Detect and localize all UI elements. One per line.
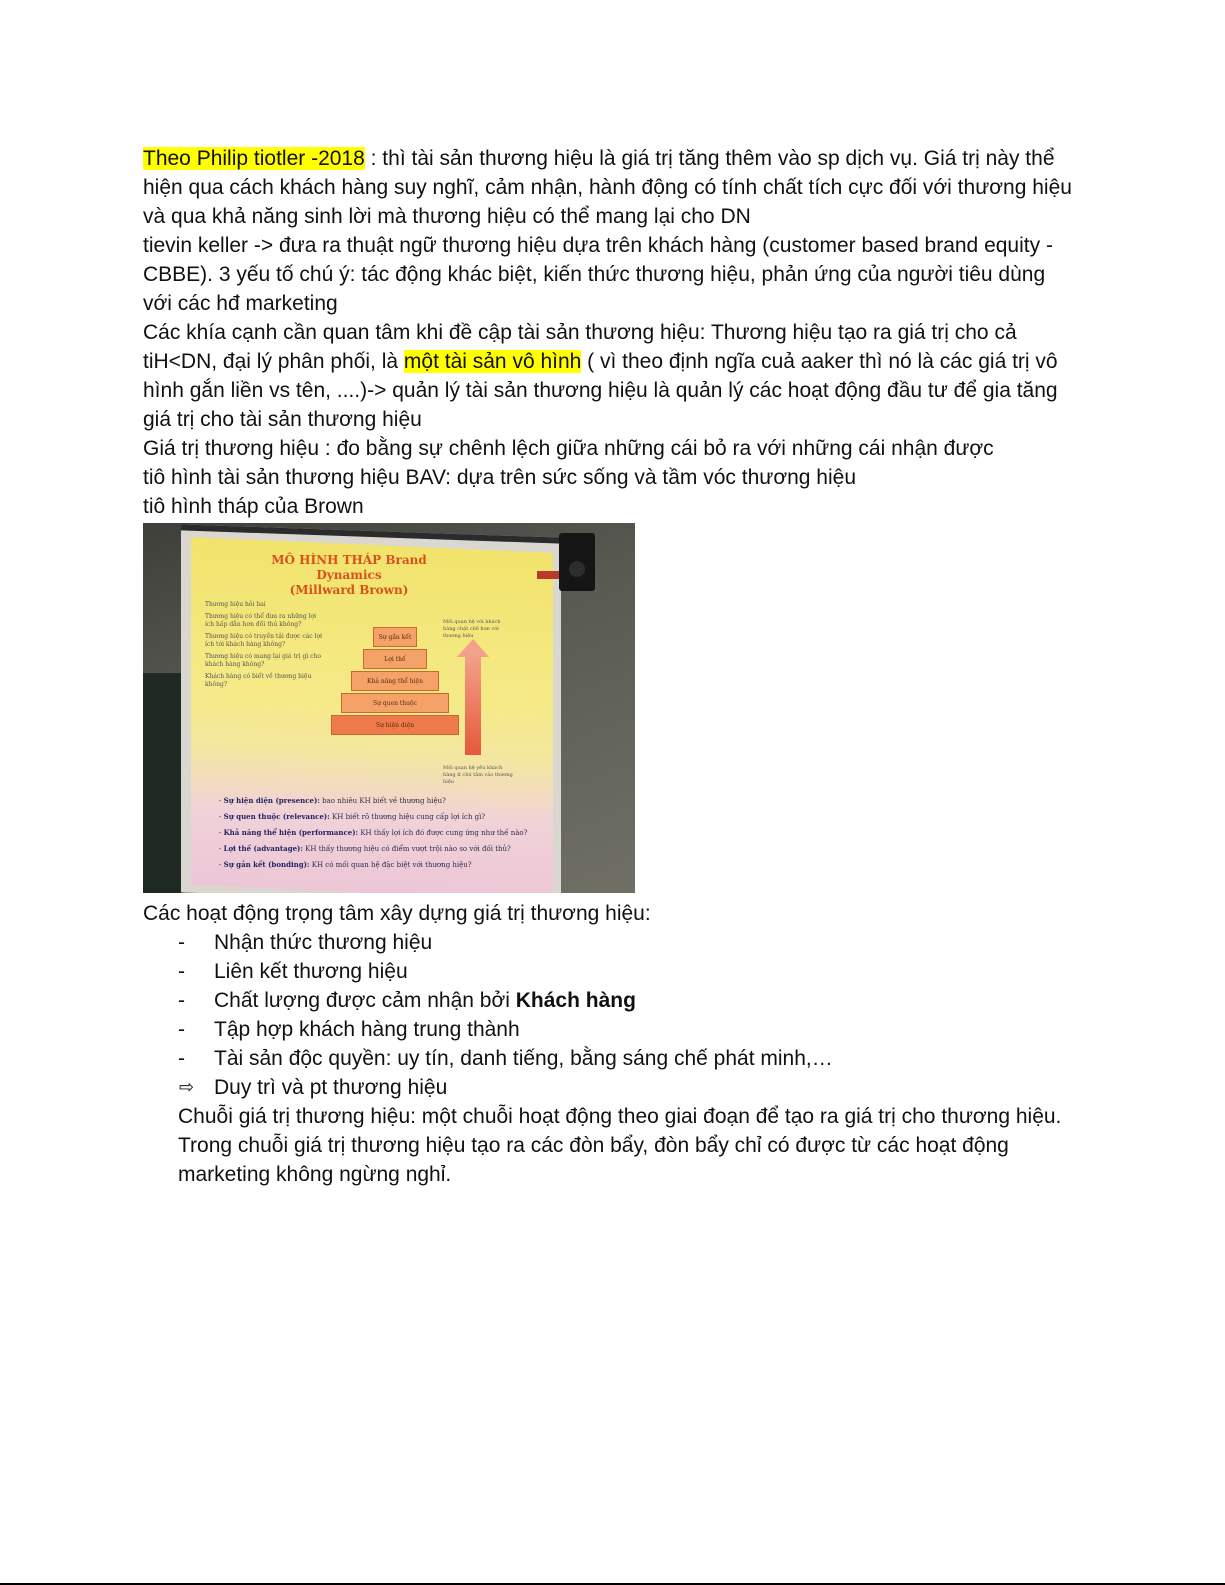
speaker-icon bbox=[559, 533, 595, 591]
list-heading: Các hoạt động trọng tâm xây dựng giá trị thương hiệu: bbox=[143, 902, 651, 925]
slide-title-line: MÔ HÌNH THÁP Brand Dynamics bbox=[271, 553, 427, 582]
paragraph-brand-value: Giá trị thương hiệu : đo bằng sự chênh lệch giữa những cái bỏ ra với những cái nhận được bbox=[143, 437, 994, 460]
paragraph-kotler bbox=[143, 144, 1073, 231]
pyramid-level: Sự quen thuộc bbox=[341, 693, 449, 713]
list-item bbox=[143, 986, 1073, 1015]
list-item bbox=[143, 1044, 1073, 1073]
paragraph-keller: tievin keller -> đưa ra thuật ngữ thương hiệu dựa trên khách hàng (customer based brand equity -CBBE). 3 yếu tố chú ý: tác động khác biệt, kiến thức thương hiệu, phản ứng của người tiêu dùng với các hđ marketing bbox=[143, 234, 1053, 315]
paragraph-text: ( vì theo định ngĩa cuả aaker thì nó là các giá trị vô hình gắn liền vs tên, ....)-> quản lý tài sản thương hiệu là quản lý các hoạt động đầu tư để gia tăng giá trị cho tài sản thương hiệu bbox=[143, 350, 1058, 431]
activity-list bbox=[143, 928, 1073, 1073]
highlighted-text: Theo Philip tiotler -2018 bbox=[143, 147, 365, 170]
slide-bullet-term: Lợi thế (advantage): bbox=[223, 844, 303, 853]
slide-bullet-term: Khả năng thể hiện (performance): bbox=[223, 828, 359, 837]
arrow-right-icon: ⇨ bbox=[179, 1077, 195, 1097]
arrow-list-item bbox=[143, 1073, 1073, 1102]
paragraph-text: : thì tài sản thương hiệu là giá trị tăng thêm vào sp dịch vụ. Giá trị này thể hiện qua cách khách hàng suy nghĩ, cảm nhận, hành động có tính chất tích cực đối với thương hiệu và qua khả năng sinh lời mà thương hiệu có thể mang lại cho DN bbox=[143, 147, 1072, 228]
dash-bullet: - bbox=[178, 931, 185, 954]
slide-title bbox=[239, 553, 459, 598]
speaker-cone bbox=[569, 561, 585, 577]
paragraph-value-chain: Chuỗi giá trị thương hiệu: một chuỗi hoạt động theo giai đoạn để tạo ra giá trị cho thương hiệu. Trong chuỗi giá trị thương hiệu tạo ra các đòn bẩy, đòn bẩy chỉ có được từ các hoạt động marketing không ngừng nghỉ. bbox=[178, 1105, 1062, 1186]
list-item-text: Duy trì và pt thương hiệu bbox=[214, 1076, 448, 1099]
slide-bullet-text: bao nhiêu KH biết về thương hiệu? bbox=[319, 797, 446, 805]
slide-bullet-term: Sự hiện diện (presence): bbox=[223, 796, 320, 805]
slide-bullet-text: KH thấy thương hiệu có điểm vượt trội nào so với đối thủ? bbox=[302, 845, 511, 853]
pyramid-level: Lợi thế bbox=[363, 649, 427, 669]
pyramid-level: Khả năng thể hiện bbox=[351, 671, 439, 691]
dash-bullet: - bbox=[178, 989, 185, 1012]
paragraph-bav-model: tiô hình tài sản thương hiệu BAV: dựa trên sức sống và tầm vóc thương hiệu bbox=[143, 466, 856, 489]
slide-note: Mối quan hệ yếu khách hàng ít chú tâm vào thương hiệu bbox=[443, 765, 513, 785]
slide-bullet: - Lợi thế (advantage): KH thấy thương hiệu có điểm vượt trội nào so với đối thủ? bbox=[219, 844, 511, 853]
list-item-text: Chất lượng được cảm nhận bởi bbox=[214, 989, 516, 1012]
list-item-text: Tài sản độc quyền: uy tín, danh tiếng, bằng sáng chế phát minh,… bbox=[214, 1047, 833, 1070]
highlighted-text: một tài sản vô hình bbox=[403, 350, 582, 373]
list-item-text: Liên kết thương hiệu bbox=[214, 960, 408, 983]
slide-question: Khách hàng có biết về thương hiệu không? bbox=[205, 673, 312, 688]
slide-question: Thương hiệu hỏi hai bbox=[205, 601, 266, 608]
slide-bullet-text: KH biết rõ thương hiệu cung cấp lợi ích gì? bbox=[329, 813, 486, 821]
slide-bullet: - Khả năng thể hiện (performance): KH thấy lợi ích đó được cung ứng như thế nào? bbox=[219, 828, 528, 837]
slide-bullet-term: Sự gắn kết (bonding): bbox=[223, 860, 310, 869]
paragraph-brown-pyramid: tiô hình tháp của Brown bbox=[143, 495, 364, 518]
dash-bullet: - bbox=[178, 960, 185, 983]
paragraph-aspects bbox=[143, 318, 1073, 434]
slide-bullet: - Sự gắn kết (bonding): KH có mối quan hệ đặc biệt với thương hiệu? bbox=[219, 860, 472, 869]
pyramid-level: Sự gắn kết bbox=[373, 627, 417, 647]
paragraph-text: Các khía cạnh cần quan tâm khi đề cập tài sản thương hiệu: Thương hiệu tạo ra giá trị cho cả tiH<DN, đại lý phân phối, là bbox=[143, 321, 1017, 373]
slide-bullet: - Sự quen thuộc (relevance): KH biết rõ thương hiệu cung cấp lợi ích gì? bbox=[219, 812, 486, 821]
slide-bullet-term: Sự quen thuộc (relevance): bbox=[223, 812, 330, 821]
list-item-bold: Khách hàng bbox=[515, 989, 636, 1012]
slide-question: Thương hiệu có mang lại giá trị gì cho khách hàng không? bbox=[205, 653, 321, 668]
dash-bullet: - bbox=[178, 1018, 185, 1041]
slide-bullet-list bbox=[219, 793, 539, 873]
slide-question-list bbox=[205, 601, 325, 693]
dash-bullet: - bbox=[178, 1047, 185, 1070]
slide-title-line: (Millward Brown) bbox=[289, 583, 409, 597]
slide-bullet: - Sự hiện diện (presence): bao nhiêu KH biết về thương hiệu? bbox=[219, 796, 446, 805]
arrow-shaft bbox=[465, 655, 481, 755]
slide-note: Mối quan hệ với khách hàng chặt chẽ hơn với thương hiệu bbox=[443, 619, 501, 639]
screen-label bbox=[537, 571, 559, 579]
pyramid-level: Sự hiện diện bbox=[331, 715, 459, 735]
slide-bullet-text: KH có mối quan hệ đặc biệt với thương hiệu? bbox=[309, 861, 472, 869]
list-item bbox=[143, 957, 1073, 986]
list-item bbox=[143, 1015, 1073, 1044]
list-item-text: Nhận thức thương hiệu bbox=[214, 931, 433, 954]
list-item-text: Tập hợp khách hàng trung thành bbox=[214, 1018, 520, 1041]
slide-question: Thương hiệu có truyền tải được các lợi ích tới khách hàng không? bbox=[205, 633, 322, 648]
slide-photo bbox=[143, 523, 635, 893]
document-body bbox=[143, 144, 1073, 1189]
slide-question: Thương hiệu có thể đưa ra những lợi ích hấp dẫn hơn đối thủ không? bbox=[205, 613, 317, 628]
chalkboard bbox=[143, 673, 183, 893]
slide-bullet-text: KH thấy lợi ích đó được cung ứng như thế nào? bbox=[358, 829, 528, 837]
list-item bbox=[143, 928, 1073, 957]
